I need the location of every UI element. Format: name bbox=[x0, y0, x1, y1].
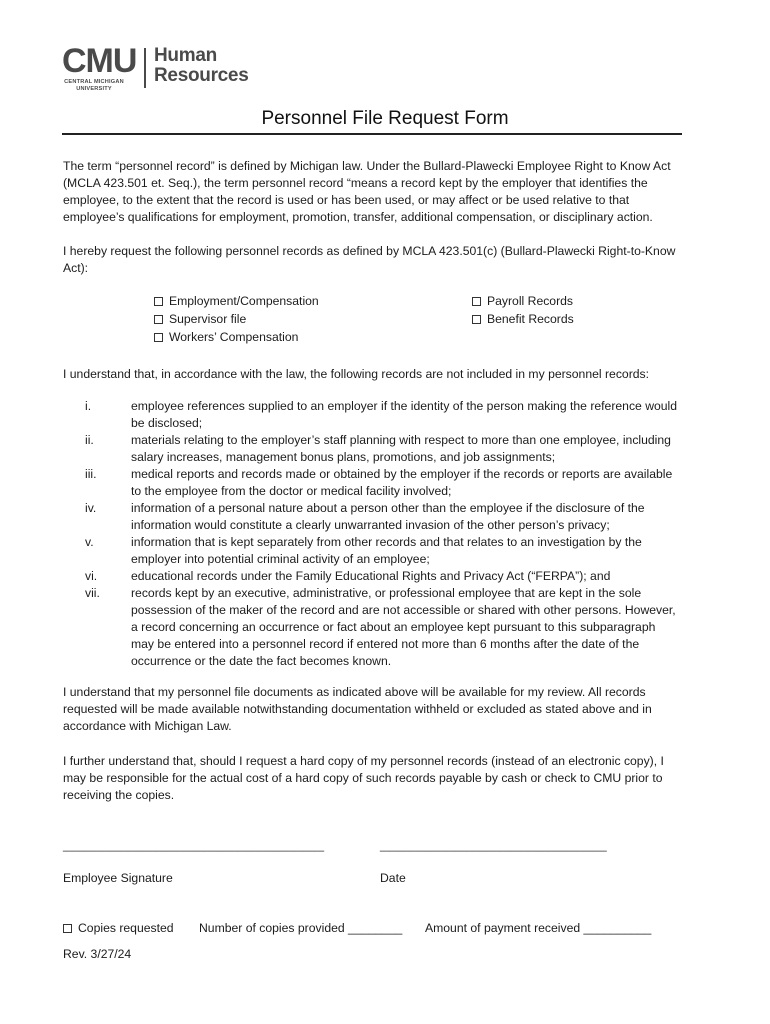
logo-unit bbox=[154, 46, 248, 86]
checkbox-icon[interactable] bbox=[154, 333, 163, 342]
checkbox-copies-requested[interactable] bbox=[63, 920, 174, 937]
hardcopy-paragraph: I further understand that, should I request a hard copy of my personnel records (instead of an electronic copy), I may be responsible for the actual cost of a hard copy of such records payable by cash or check to CMU prior to receiving the copies. bbox=[63, 754, 664, 802]
logo-unit-line1: Human bbox=[154, 45, 217, 66]
checkbox-benefit-records[interactable] bbox=[472, 311, 574, 328]
copies-provided-field[interactable]: Number of copies provided ________ bbox=[199, 921, 403, 935]
logo-mark: CMU bbox=[62, 42, 137, 80]
checkbox-label: Copies requested bbox=[78, 921, 174, 935]
list-number: i. bbox=[85, 399, 92, 413]
request-paragraph: I hereby request the following personnel records as defined by MCLA 423.501(c) (Bullard-Plawecki Right-to-Know Act): bbox=[63, 244, 676, 275]
employee-signature-label: Employee Signature bbox=[63, 871, 173, 885]
checkbox-employment-compensation[interactable] bbox=[154, 293, 319, 310]
checkbox-label: Workers’ Compensation bbox=[169, 330, 299, 344]
checkbox-icon[interactable] bbox=[154, 315, 163, 324]
logo-unit-line2: Resources bbox=[154, 65, 249, 86]
page-title: Personnel File Request Form bbox=[261, 108, 509, 129]
checkbox-icon[interactable] bbox=[472, 297, 481, 306]
list-item bbox=[63, 585, 681, 670]
list-item bbox=[63, 500, 681, 534]
signature-line[interactable]: ______________________________________ bbox=[63, 838, 325, 852]
date-label: Date bbox=[380, 871, 406, 885]
checkbox-workers-compensation[interactable] bbox=[154, 329, 298, 346]
logo-divider bbox=[144, 48, 146, 88]
cmu-hr-logo bbox=[62, 44, 262, 96]
checkbox-icon[interactable] bbox=[472, 315, 481, 324]
list-number: vii. bbox=[85, 586, 100, 600]
exclusions-list bbox=[63, 398, 681, 670]
list-text: records kept by an executive, administrative, or professional employee that are kept in the sole possession of the maker of the record and are not accessible or shared with other persons. However, a record concerning an occurrence or fact about an employee kept pursuant to this subparagraph may be entered into a personnel record if entered not more than 6 months after the date of the occurrence or the date the fact becomes known. bbox=[131, 586, 676, 668]
list-item bbox=[63, 466, 681, 500]
understand-paragraph: I understand that, in accordance with the law, the following records are not included in my personnel records: bbox=[63, 367, 650, 381]
date-line[interactable]: _________________________________ bbox=[380, 838, 607, 852]
availability-paragraph: I understand that my personnel file documents as indicated above will be available for my review. All records requested will be made available notwithstanding documentation withheld or excluded as stated above and in accordance with Michigan Law. bbox=[63, 685, 652, 733]
list-number: iv. bbox=[85, 501, 97, 515]
list-item bbox=[63, 534, 681, 568]
checkbox-label: Benefit Records bbox=[487, 312, 574, 326]
title-rule bbox=[62, 133, 682, 135]
payment-received-field[interactable]: Amount of payment received __________ bbox=[425, 921, 652, 935]
logo-sub-line2: UNIVERSITY bbox=[76, 85, 112, 92]
list-text: materials relating to the employer’s staff planning with respect to more than one employee, including salary increases, management bonus plans, promotions, and job assignments; bbox=[131, 433, 671, 464]
list-number: v. bbox=[85, 535, 94, 549]
checkbox-label: Supervisor file bbox=[169, 312, 247, 326]
logo-university bbox=[63, 79, 125, 92]
checkbox-label: Employment/Compensation bbox=[169, 294, 319, 308]
logo-sub-line1: CENTRAL MICHIGAN bbox=[64, 79, 124, 85]
checkbox-label: Payroll Records bbox=[487, 294, 574, 308]
list-text: information of a personal nature about a person other than the employee if the disclosure of the information would constitute a clearly unwarranted invasion of the other person’s privacy; bbox=[131, 501, 645, 532]
checkbox-payroll-records[interactable] bbox=[472, 293, 573, 310]
list-item bbox=[63, 432, 681, 466]
list-text: information that is kept separately from other records and that relates to an investigation by the employer into potential criminal activity of an employee; bbox=[131, 535, 642, 566]
list-text: employee references supplied to an employer if the identity of the person making the reference would be disclosed; bbox=[131, 399, 678, 430]
list-text: medical reports and records made or obtained by the employer if the records or reports are available to the employee from the doctor or medical facility involved; bbox=[131, 467, 673, 498]
intro-paragraph: The term “personnel record” is defined by Michigan law. Under the Bullard-Plawecki Employee Right to Know Act (MCLA 423.501 et. Seq.), the term personnel record “means a record kept by the employer that identifies the employee, to the extent that the record is used or has been used, or may affect or be used relative to that employee’s qualifications for employment, promotion, transfer, additional compensation, or disciplinary action. bbox=[63, 159, 671, 224]
list-item bbox=[63, 568, 681, 585]
checkbox-icon[interactable] bbox=[63, 924, 72, 933]
revision-date: Rev. 3/27/24 bbox=[63, 947, 132, 961]
list-text: educational records under the Family Educational Rights and Privacy Act (“FERPA”); and bbox=[131, 569, 611, 583]
checkbox-icon[interactable] bbox=[154, 297, 163, 306]
list-item bbox=[63, 398, 681, 432]
list-number: ii. bbox=[85, 433, 94, 447]
list-number: iii. bbox=[85, 467, 97, 481]
checkbox-supervisor-file[interactable] bbox=[154, 311, 246, 328]
list-number: vi. bbox=[85, 569, 98, 583]
